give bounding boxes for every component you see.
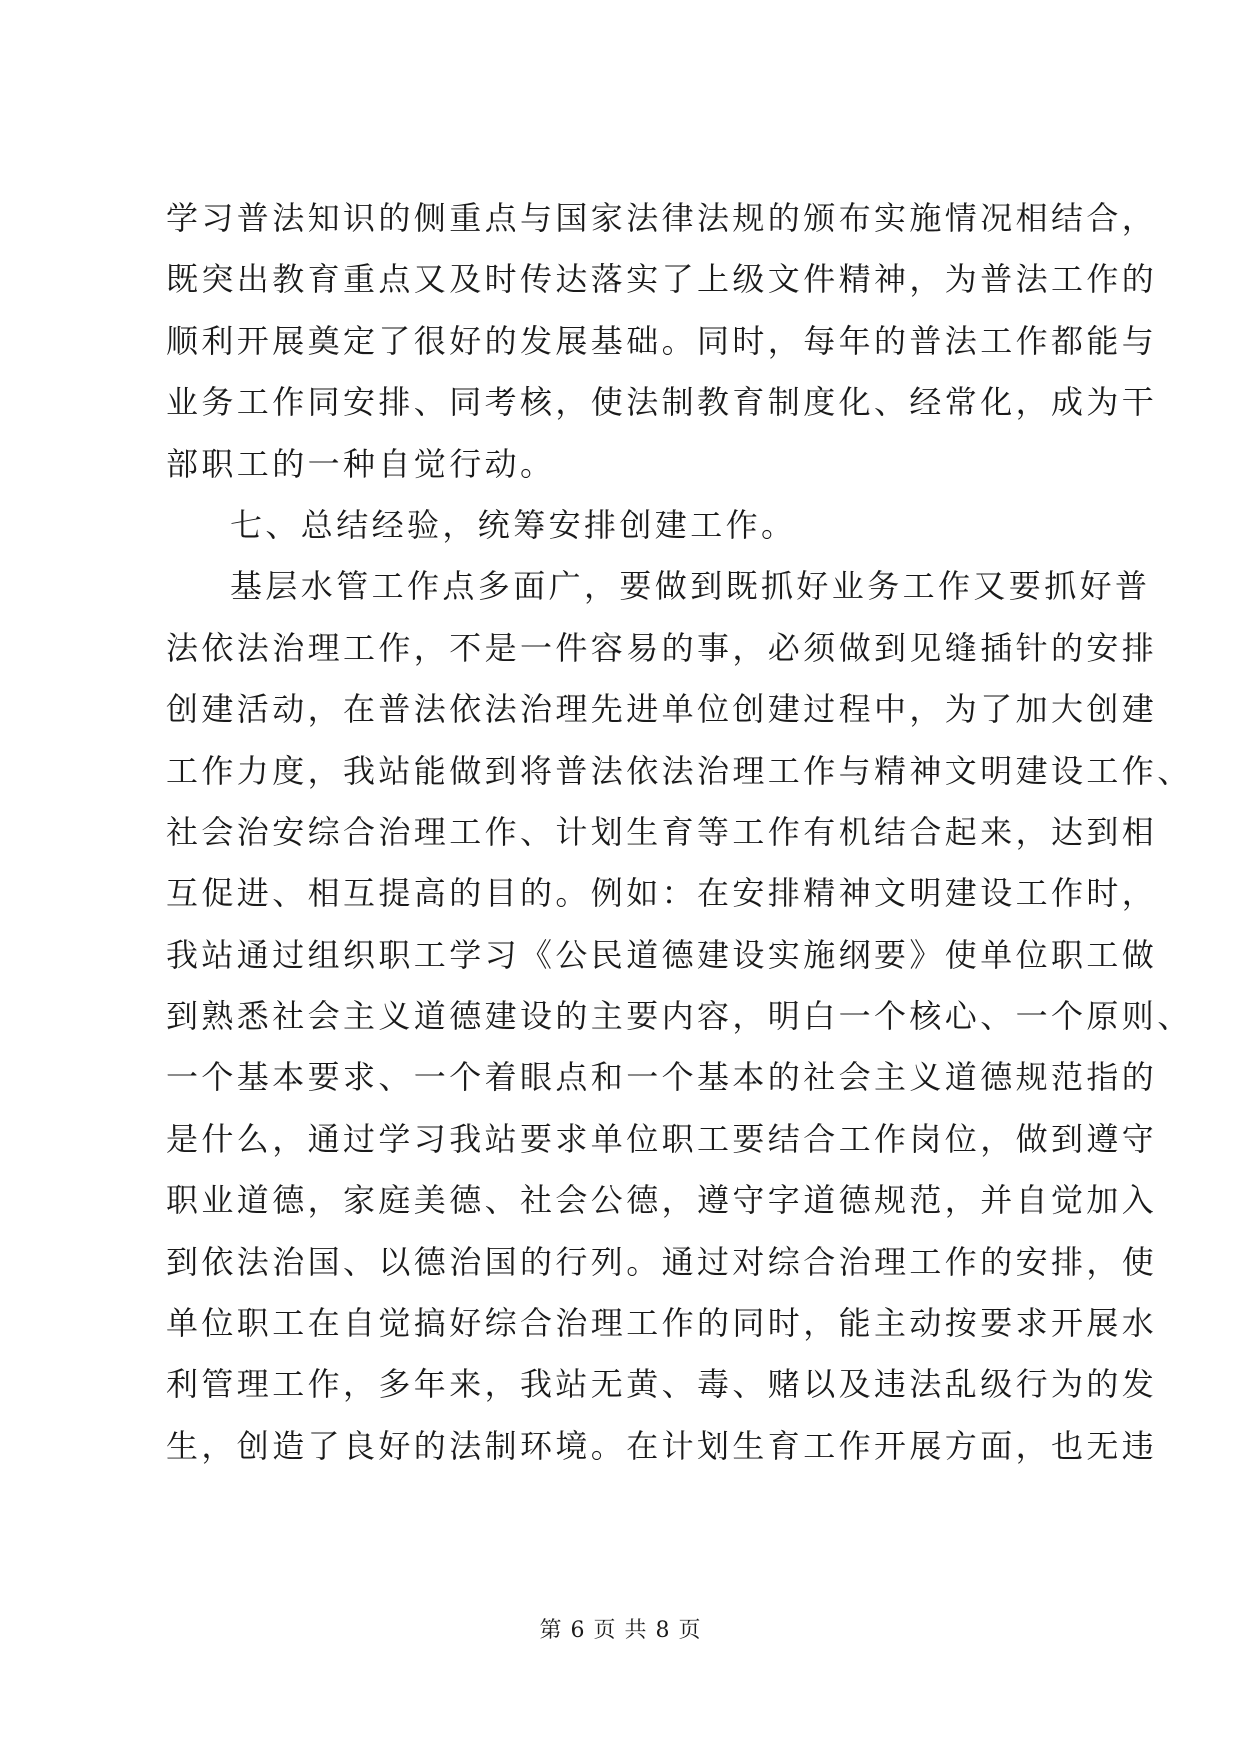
text-line: 创建活动，在普法依法治理先进单位创建过程中，为了加大创建: [166, 690, 1158, 729]
text-line: 业务工作同安排、同考核，使法制教育制度化、经常化，成为干: [166, 383, 1158, 422]
text-line: 部职工的一种自觉行动。: [166, 444, 556, 483]
text-line: 到依法治国、以德治国的行列。通过对综合治理工作的安排，使: [166, 1242, 1158, 1281]
text-line: 一个基本要求、一个着眼点和一个基本的社会主义道德规范指的: [166, 1058, 1158, 1097]
text-line: 七、总结经验，统筹安排创建工作。: [230, 505, 797, 544]
text-line: 学习普法知识的侧重点与国家法律法规的颁布实施情况相结合，: [166, 199, 1158, 237]
text-line: 单位职工在自觉搞好综合治理工作的同时，能主动按要求开展水: [166, 1304, 1158, 1343]
page-number-footer: 第 6 页 共 8 页: [539, 1618, 702, 1643]
text-line: 生，创造了良好的法制环境。在计划生育工作开展方面，也无违: [166, 1426, 1158, 1465]
text-line: 社会治安综合治理工作、计划生育等工作有机结合起来，达到相: [166, 812, 1158, 851]
document-body: [166, 199, 1193, 1488]
text-line: 我站通过组织职工学习《公民道德建设实施纲要》使单位职工做: [166, 935, 1158, 974]
text-line: 法依法治理工作，不是一件容易的事，必须做到见缝插针的安排: [166, 628, 1158, 667]
text-line: 是什么，通过学习我站要求单位职工要结合工作岗位，做到遵守: [166, 1119, 1158, 1158]
text-line: 职业道德，家庭美德、社会公德，遵守字道德规范，并自觉加入: [166, 1181, 1158, 1220]
text-line: 到熟悉社会主义道德建设的主要内容，明白一个核心、一个原则、: [166, 997, 1193, 1036]
text-line: 基层水管工作点多面广，要做到既抓好业务工作又要抓好普: [230, 567, 1151, 606]
text-line: 利管理工作，多年来，我站无黄、毒、赌以及违法乱级行为的发: [166, 1365, 1158, 1404]
text-line: 互促进、相互提高的目的。例如：在安排精神文明建设工作时，: [166, 874, 1158, 913]
text-line: 顺利开展奠定了很好的发展基础。同时，每年的普法工作都能与: [166, 321, 1158, 360]
text-line: 工作力度，我站能做到将普法依法治理工作与精神文明建设工作、: [166, 751, 1193, 790]
text-line: 既突出教育重点又及时传达落实了上级文件精神，为普法工作的: [166, 260, 1158, 299]
